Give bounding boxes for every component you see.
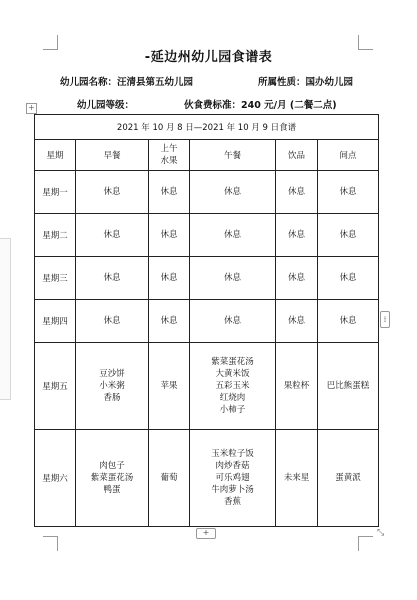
lunch-cell[interactable] (190, 343, 276, 430)
kindergarten-name-value: 汪清县第五幼儿园 (117, 77, 194, 88)
breakfast-item: 休息 (103, 316, 121, 326)
breakfast-cell[interactable] (76, 214, 149, 257)
breakfast-cell[interactable] (76, 171, 149, 214)
page-corner-mark (358, 536, 373, 551)
drink-cell[interactable] (276, 430, 318, 527)
snack-item: 休息 (339, 230, 357, 240)
breakfast-item: 鸭蛋 (103, 485, 121, 495)
drink-cell[interactable] (276, 300, 318, 343)
drink-cell[interactable] (276, 171, 318, 214)
table-row (35, 214, 379, 257)
snack-cell[interactable] (318, 430, 379, 527)
snack-item: 休息 (339, 273, 357, 283)
lunch-item: 肉炒香菇 (215, 461, 250, 471)
table-resize-handle[interactable]: ⁞ (380, 311, 390, 328)
breakfast-item: 香肠 (103, 393, 121, 403)
snack-item: 巴比熊蛋糕 (326, 381, 370, 391)
drink-item: 休息 (287, 316, 305, 326)
header-drink: 饮品 (276, 140, 318, 171)
snack-cell[interactable] (318, 214, 379, 257)
fee-label: 伙食费标准： (184, 100, 242, 111)
lunch-item: 五彩玉米 (215, 381, 250, 391)
table-resize-corner-icon[interactable]: ⤡ (377, 528, 385, 538)
header-fruit-line1: 上午 (160, 144, 178, 154)
drink-cell[interactable] (276, 214, 318, 257)
header-lunch: 午餐 (190, 140, 276, 171)
fruit-item: 休息 (160, 187, 178, 197)
date-range-row (35, 115, 379, 140)
fruit-cell[interactable] (149, 300, 190, 343)
drink-item: 休息 (287, 230, 305, 240)
table-row (35, 430, 379, 527)
lunch-cell[interactable] (190, 257, 276, 300)
lunch-item: 香蕉 (223, 497, 241, 507)
date-range-cell: 2021 年 10 月 8 日—2021 年 10 月 9 日食谱 (35, 115, 379, 140)
fruit-item: 葡萄 (160, 473, 178, 483)
grade-label: 幼儿园等级： (77, 100, 135, 111)
kindergarten-name-label: 幼儿园名称： (60, 77, 118, 88)
fruit-item: 休息 (160, 273, 178, 283)
table-row (35, 300, 379, 343)
day-cell[interactable]: 星期六 (35, 430, 76, 527)
day-cell[interactable]: 星期五 (35, 343, 76, 430)
fruit-cell[interactable] (149, 257, 190, 300)
kindergarten-nature (258, 74, 353, 88)
drink-item: 休息 (287, 273, 305, 283)
table-row (35, 171, 379, 214)
document-title: -延边州幼儿园食谱表 (144, 50, 273, 65)
lunch-item: 休息 (223, 230, 241, 240)
breakfast-item: 肉包子 (99, 461, 125, 471)
breakfast-item: 紫菜蛋花汤 (90, 473, 134, 483)
table-row (35, 343, 379, 430)
snack-item: 休息 (339, 187, 357, 197)
drink-item: 果粒杯 (283, 381, 310, 391)
header-day: 星期 (35, 140, 76, 171)
day-cell[interactable]: 星期三 (35, 257, 76, 300)
snack-item: 蛋黄派 (335, 473, 361, 483)
table-move-handle-icon[interactable]: + (26, 103, 37, 114)
fruit-item: 苹果 (160, 381, 178, 391)
header-fruit-line2: 水果 (160, 156, 178, 166)
snack-cell[interactable] (318, 343, 379, 430)
breakfast-item: 休息 (103, 273, 121, 283)
lunch-item: 休息 (223, 316, 241, 326)
breakfast-cell[interactable] (76, 257, 149, 300)
kindergarten-name (60, 74, 193, 88)
drink-cell[interactable] (276, 257, 318, 300)
day-cell[interactable]: 星期二 (35, 214, 76, 257)
lunch-cell[interactable] (190, 300, 276, 343)
header-row (35, 140, 379, 171)
lunch-item: 紫菜蛋花汤 (211, 357, 254, 367)
drink-cell[interactable] (276, 343, 318, 430)
breakfast-cell[interactable] (76, 300, 149, 343)
breakfast-cell[interactable] (76, 343, 149, 430)
header-breakfast: 早餐 (76, 140, 149, 171)
breakfast-item: 休息 (103, 230, 121, 240)
fruit-cell[interactable] (149, 214, 190, 257)
header-fruit (149, 140, 190, 171)
lunch-item: 休息 (223, 273, 241, 283)
drink-item: 未来星 (283, 473, 310, 483)
add-row-button[interactable]: + (196, 528, 216, 539)
side-panel-edge[interactable] (0, 238, 11, 400)
breakfast-cell[interactable] (76, 430, 149, 527)
lunch-item: 小柿子 (219, 405, 246, 415)
fruit-cell[interactable] (149, 430, 190, 527)
fruit-cell[interactable] (149, 171, 190, 214)
lunch-item: 牛肉萝卜汤 (211, 485, 254, 495)
lunch-cell[interactable] (190, 214, 276, 257)
breakfast-item: 休息 (103, 187, 121, 197)
lunch-item: 休息 (223, 187, 241, 197)
page-corner-mark (43, 536, 58, 551)
breakfast-item: 小米粥 (99, 381, 125, 391)
fruit-cell[interactable] (149, 343, 190, 430)
fruit-item: 休息 (160, 230, 178, 240)
menu-table (34, 114, 379, 527)
lunch-item: 玉米粒子饭 (211, 449, 254, 459)
snack-item: 休息 (339, 316, 357, 326)
day-cell[interactable]: 星期四 (35, 300, 76, 343)
snack-cell[interactable] (318, 171, 379, 214)
lunch-item: 可乐鸡翅 (215, 473, 250, 483)
table-row (35, 257, 379, 300)
drink-item: 休息 (287, 187, 305, 197)
header-snack: 间点 (318, 140, 379, 171)
menu-body (35, 171, 379, 527)
lunch-cell[interactable] (190, 171, 276, 214)
snack-cell[interactable] (318, 257, 379, 300)
lunch-item: 大黄米饭 (215, 369, 250, 379)
nature-value: 国办幼儿园 (305, 77, 354, 88)
lunch-item: 红烧肉 (219, 393, 246, 403)
day-cell[interactable]: 星期一 (35, 171, 76, 214)
snack-cell[interactable] (318, 300, 379, 343)
meal-fee (184, 97, 337, 111)
kindergarten-grade (77, 97, 134, 111)
nature-label: 所属性质： (258, 77, 306, 88)
fruit-item: 休息 (160, 316, 178, 326)
lunch-cell[interactable] (190, 430, 276, 527)
fee-value: 240 元/月 (二餐二点) (241, 100, 337, 111)
breakfast-item: 豆沙饼 (99, 369, 125, 379)
